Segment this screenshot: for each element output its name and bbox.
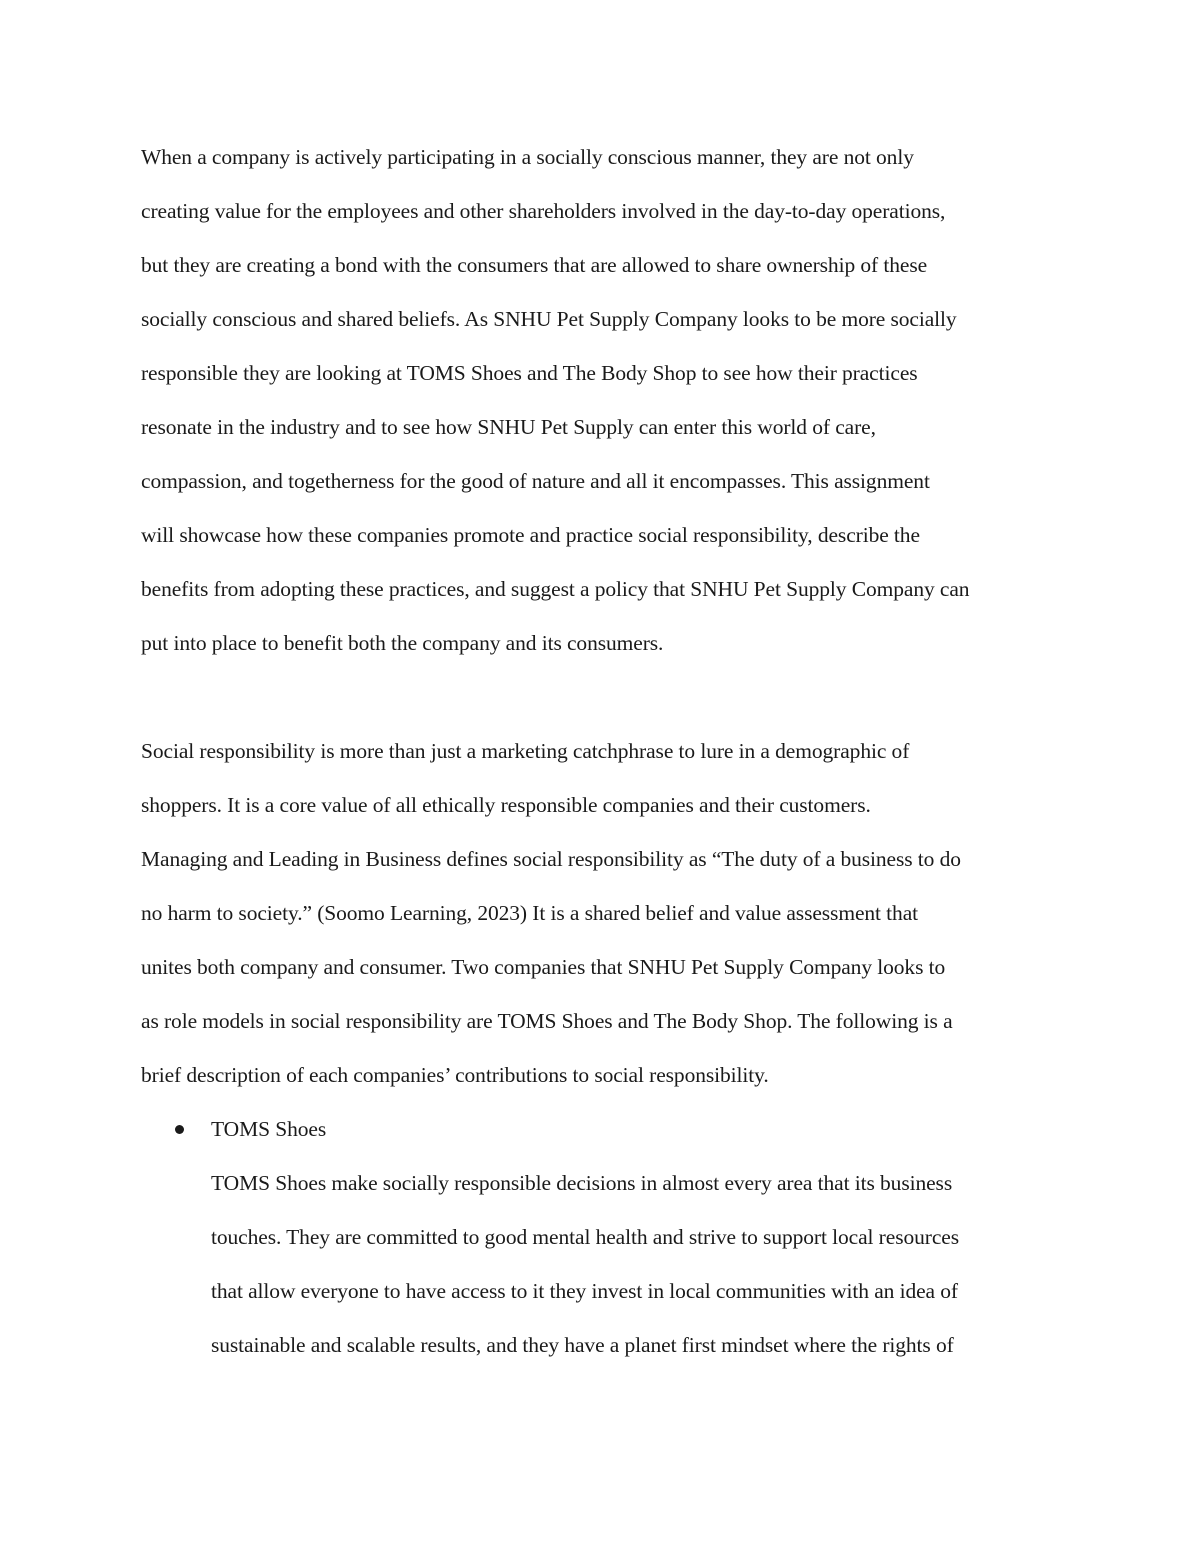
bullet-title: TOMS Shoes (211, 1117, 327, 1141)
text-line: compassion, and togetherness for the good of nature and all it encompasses. This assignment (141, 469, 930, 493)
text-line: put into place to benefit both the company and its consumers. (141, 631, 664, 655)
text-line: resonate in the industry and to see how SNHU Pet Supply can enter this world of care, (141, 415, 876, 439)
text-line: will showcase how these companies promote and practice social responsibility, describe the (141, 523, 920, 547)
text-line: socially conscious and shared beliefs. As SNHU Pet Supply Company looks to be more socially (141, 307, 957, 331)
text-line: Managing and Leading in Business defines social responsibility as “The duty of a business to do (141, 847, 961, 871)
text-line: as role models in social responsibility are TOMS Shoes and The Body Shop. The following is a (141, 1009, 953, 1033)
text-line: TOMS Shoes make socially responsible decisions in almost every area that its business (211, 1171, 953, 1195)
text-line: no harm to society.” (Soomo Learning, 2023) It is a shared belief and value assessment that (141, 901, 919, 925)
bullet-icon (175, 1125, 184, 1134)
text-line: benefits from adopting these practices, and suggest a policy that SNHU Pet Supply Company can (141, 577, 970, 601)
text-line: responsible they are looking at TOMS Shoes and The Body Shop to see how their practices (141, 361, 918, 385)
text-line: brief description of each companies’ contributions to social responsibility. (141, 1063, 769, 1087)
text-line: shoppers. It is a core value of all ethically responsible companies and their customers. (141, 793, 871, 817)
text-line: that allow everyone to have access to it they invest in local communities with an idea of (211, 1279, 958, 1303)
text-line: sustainable and scalable results, and they have a planet first mindset where the rights of (211, 1333, 954, 1357)
text-line: unites both company and consumer. Two companies that SNHU Pet Supply Company looks to (141, 955, 946, 979)
text-line: When a company is actively participating in a socially conscious manner, they are not only (141, 145, 914, 169)
text-line: Social responsibility is more than just a marketing catchphrase to lure in a demographic of (141, 739, 910, 763)
text-line: touches. They are committed to good mental health and strive to support local resources (211, 1225, 959, 1249)
text-line: creating value for the employees and other shareholders involved in the day-to-day operations, (141, 199, 946, 223)
text-line: but they are creating a bond with the consumers that are allowed to share ownership of these (141, 253, 928, 277)
